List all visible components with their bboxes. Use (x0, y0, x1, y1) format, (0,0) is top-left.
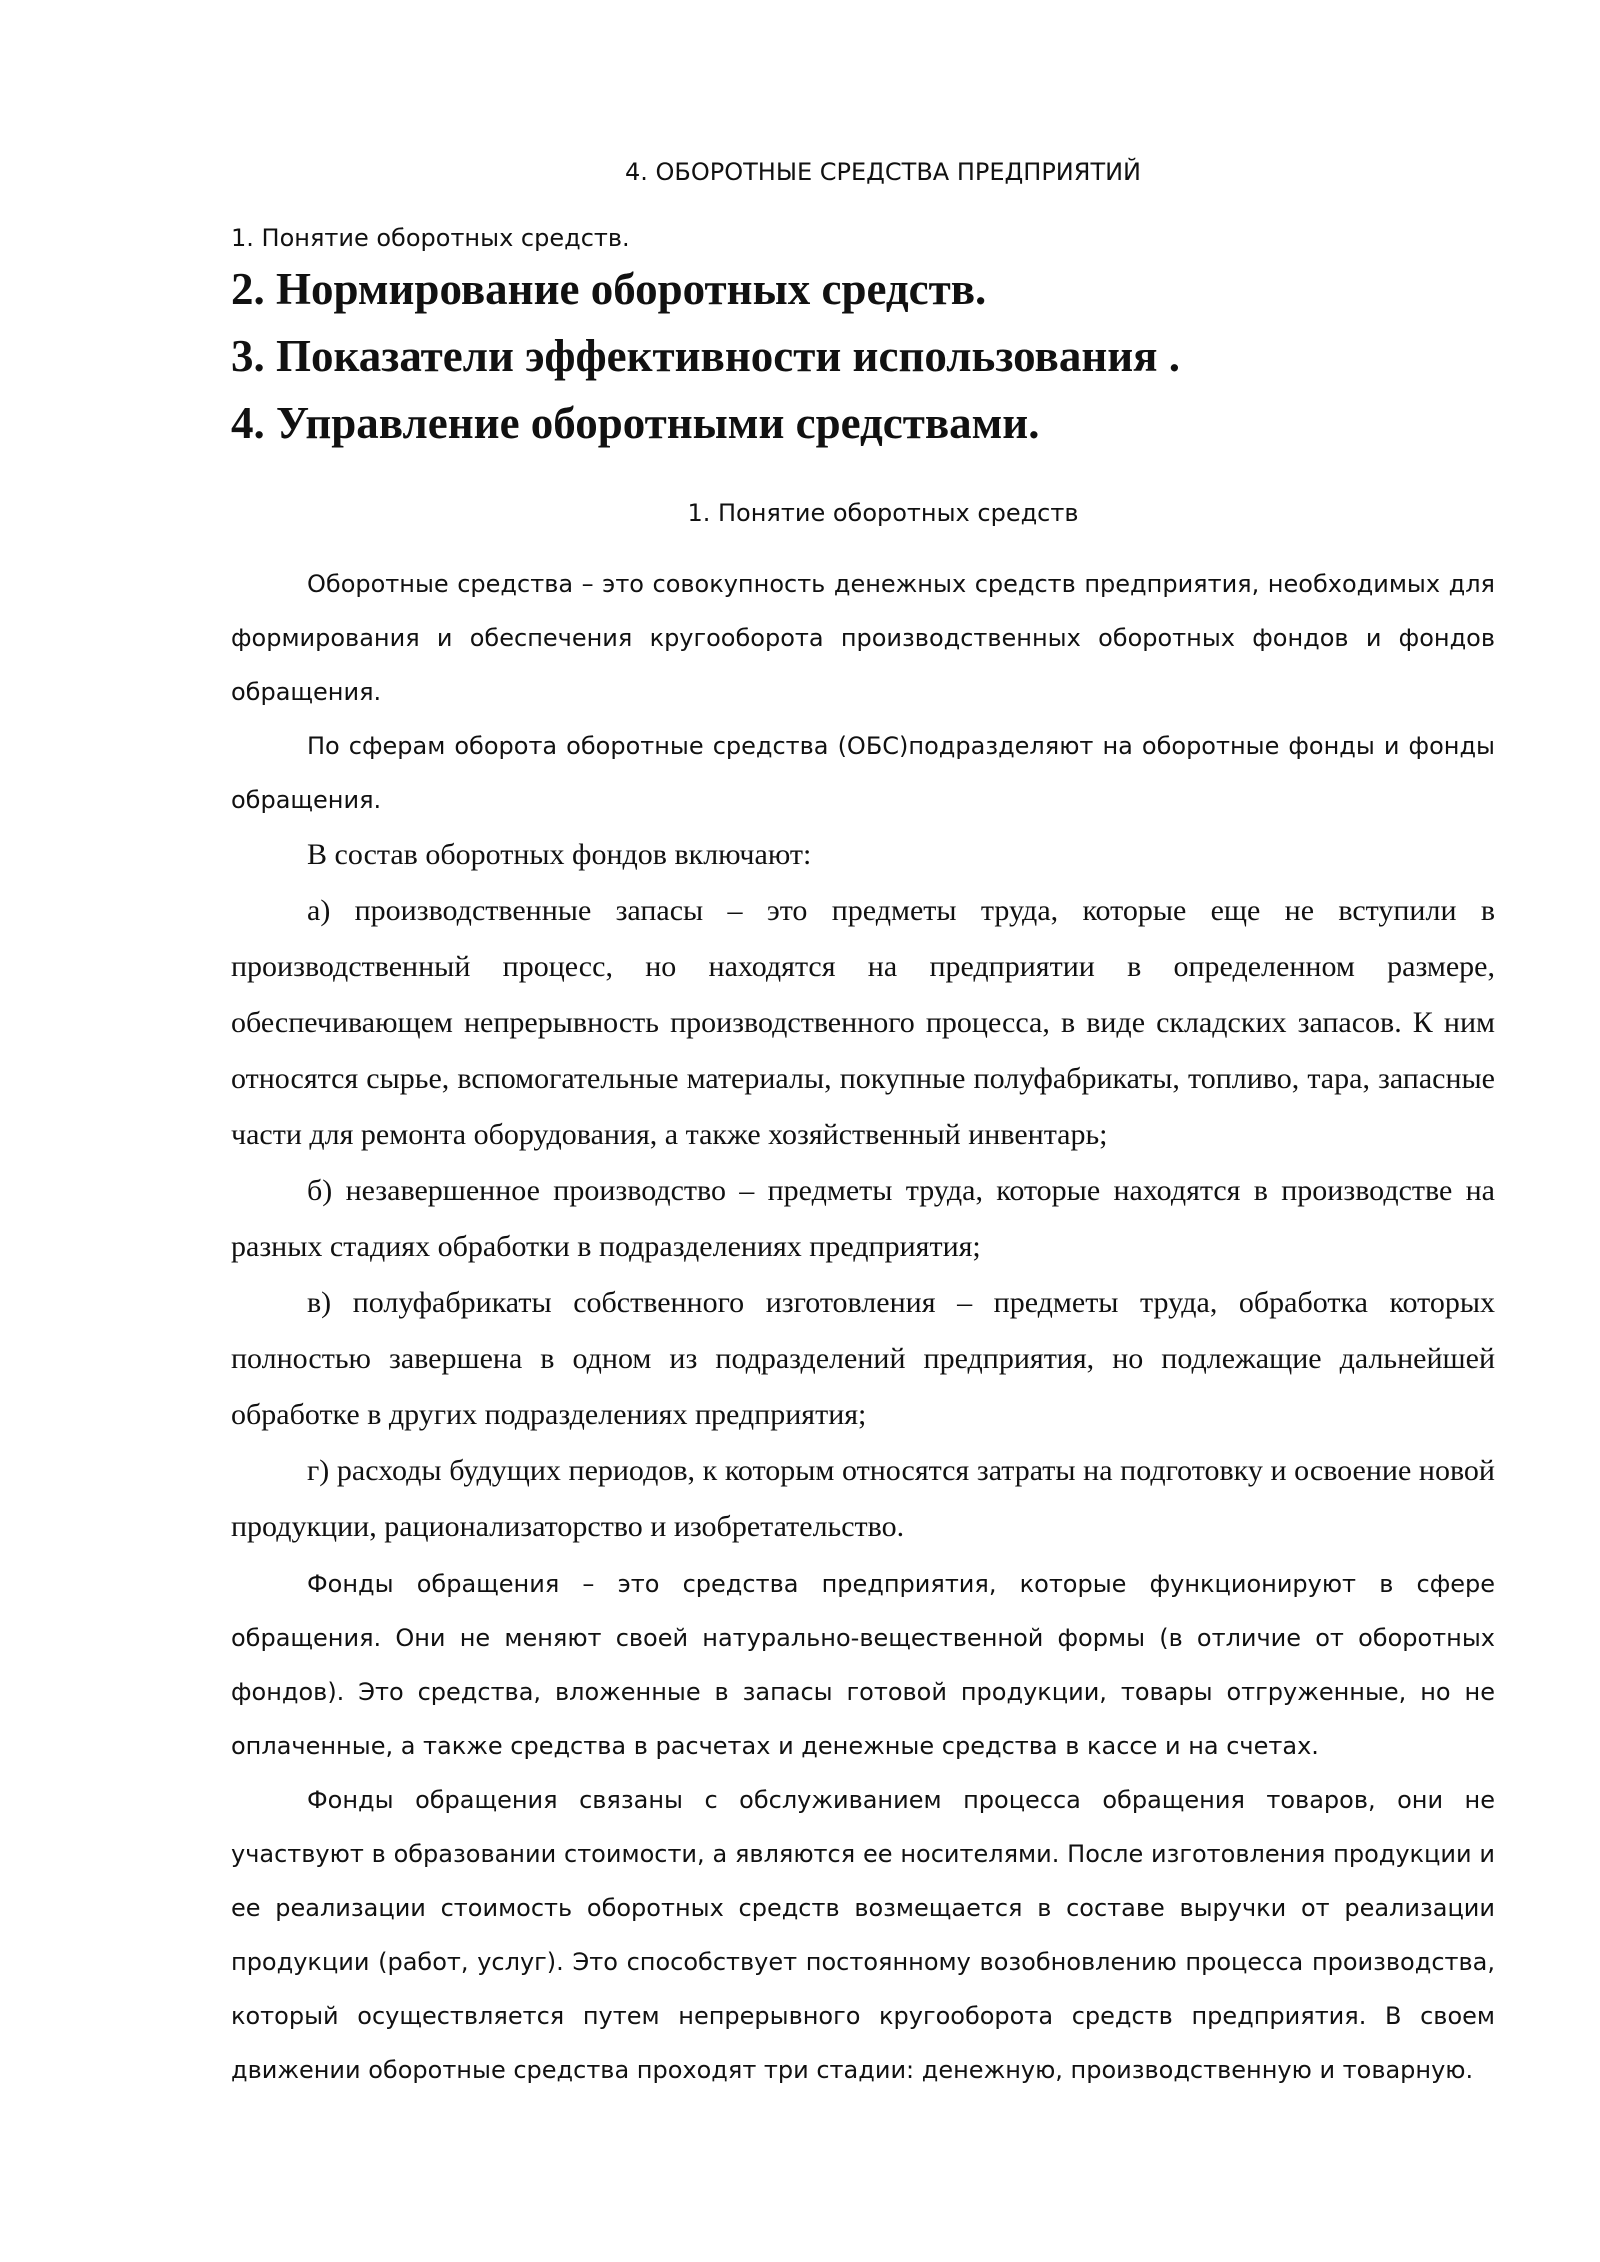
table-of-contents (231, 220, 1495, 457)
paragraph-item-b: б) незавершенное производство – предметы труда, которые находятся в производстве на разных стадиях обработки в подразделениях предприятия; (231, 1174, 1495, 1263)
paragraph-item-d: г) расходы будущих периодов, к которым относятся затраты на подготовку и освоение новой продукции, рационализаторство и изобретательство. (231, 1454, 1495, 1543)
document-page (231, 140, 1495, 2097)
paragraph-composition-intro: В состав оборотных фондов включают: (307, 838, 812, 871)
toc-item-4: 4. Управление оборотными средствами. (231, 398, 1040, 448)
toc-item-3: 3. Показатели эффективности использования . (231, 331, 1181, 381)
paragraph-circulation-funds: Фонды обращения – это средства предприятия, которые функционируют в сфере обращения. Они не меняют своей натурально-вещественной формы (в отличие от оборотных фондов). Это средства, вложенные в запасы готовой продукции, товары отгруженные, но не оплаченные, а также средства в расчетах и денежные средства в кассе и на счетах. (231, 1570, 1495, 1760)
toc-item-2: 2. Нормирование оборотных средств. (231, 264, 987, 314)
section-body (231, 557, 1495, 2097)
toc-item-1: 1. Понятие оборотных средств. (231, 224, 630, 252)
section-title: 1. Понятие оборотных средств (687, 499, 1079, 527)
paragraph-item-c: в) полуфабрикаты собственного изготовления – предметы труда, обработка которых полностью завершена в одном из подразделений предприятия, но подлежащие дальнейшей обработке в других подразделениях предприятия; (231, 1286, 1495, 1431)
paragraph-circulation-process: Фонды обращения связаны с обслуживанием процесса обращения товаров, они не участвуют в образовании стоимости, а являются ее носителями. После изготовления продукции и ее реализации стоимость оборотных средств возмещается в составе выручки от реализации продукции (работ, услуг). Это способствует постоянному возобновлению процесса производства, который осуществляется путем непрерывного кругооборота средств предприятия. В своем движении оборотные средства проходят три стадии: денежную, производственную и товарную. (231, 1786, 1495, 2084)
paragraph-classification: По сферам оборота оборотные средства (ОБС)подразделяют на оборотные фонды и фонды обращения. (231, 732, 1495, 814)
paragraph-item-a: а) производственные запасы – это предметы труда, которые еще не вступили в производственный процесс, но находятся на предприятии в определенном размере, обеспечивающем непрерывность производственного процесса, в виде складских запасов. К ним относятся сырье, вспомогательные материалы, покупные полуфабрикаты, топливо, тара, запасные части для ремонта оборудования, а также хозяйственный инвентарь; (231, 894, 1495, 1151)
paragraph-definition: Оборотные средства – это совокупность денежных средств предприятия, необходимых для формирования и обеспечения кругооборота производственных оборотных фондов и фондов обращения. (231, 570, 1495, 706)
chapter-title: 4. ОБОРОТНЫЕ СРЕДСТВА ПРЕДПРИЯТИЙ (624, 158, 1142, 186)
